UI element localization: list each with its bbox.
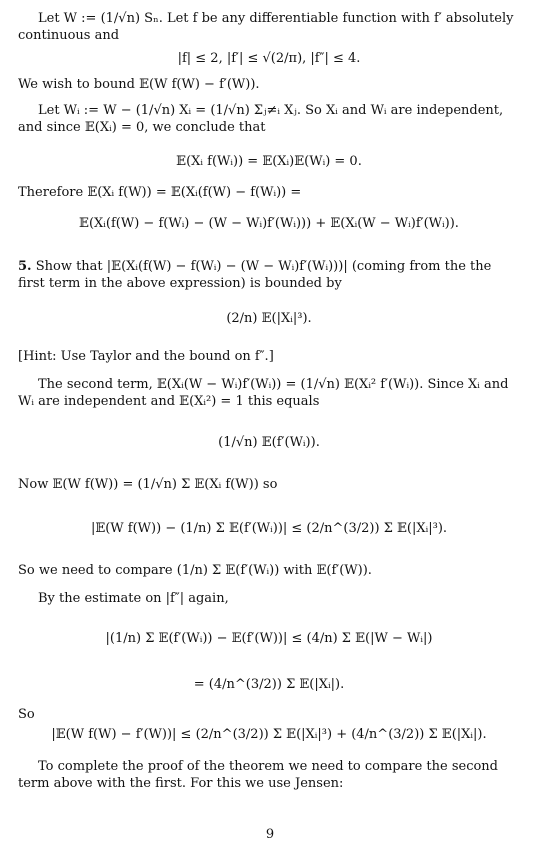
difference-inequality: |𝔼(W f(W)) − (1/n) Σ 𝔼(f′(Wᵢ))| ≤ (2/n^(3/2)) Σ 𝔼(|Xᵢ|³). bbox=[90, 521, 448, 536]
exercise-label: 5. bbox=[18, 259, 32, 274]
compare-paragraph: So we need to compare (1/n) Σ 𝔼(f′(Wᵢ)) with 𝔼(f′(W)). bbox=[18, 563, 372, 578]
now-paragraph: Now 𝔼(W f(W)) = (1/√n) Σ 𝔼(Xᵢ f(W)) so bbox=[18, 477, 278, 492]
page-number: 9 bbox=[265, 827, 275, 842]
conclusion-paragraph: To complete the proof of the theorem we need to compare the second term above with the first. For this we use Jensen: bbox=[18, 759, 498, 791]
goal-paragraph: We wish to bound 𝔼(W f(W) − f′(W)). bbox=[18, 77, 260, 92]
second-term-paragraph: The second term, 𝔼(Xᵢ(W − Wᵢ)f′(Wᵢ)) = (1/√n) 𝔼(Xᵢ² f′(Wᵢ)). Since Xᵢ and Wᵢ are independent and 𝔼(Xᵢ²) = 1 this equals bbox=[18, 377, 509, 409]
expansion-equation: 𝔼(Xᵢ(f(W) − f(Wᵢ) − (W − Wᵢ)f′(Wᵢ))) + 𝔼(Xᵢ(W − Wᵢ)f′(Wᵢ)). bbox=[79, 216, 459, 231]
bound-equation: (2/n) 𝔼(|Xᵢ|³). bbox=[226, 311, 312, 326]
independence-equation: 𝔼(Xᵢ f(Wᵢ)) = 𝔼(Xᵢ)𝔼(Wᵢ) = 0. bbox=[176, 154, 362, 169]
definition-paragraph: Let Wᵢ := W − (1/√n) Xᵢ = (1/√n) Σⱼ≠ᵢ Xⱼ. So Xᵢ and Wᵢ are independent, and since 𝔼(Xᵢ) = 0, we conclude that bbox=[18, 103, 504, 135]
estimate-inequality: |(1/n) Σ 𝔼(f′(Wᵢ)) − 𝔼(f′(W))| ≤ (4/n) Σ 𝔼(|W − Wᵢ|) bbox=[105, 631, 433, 646]
final-inequality: |𝔼(W f(W) − f′(W))| ≤ (2/n^(3/2)) Σ 𝔼(|Xᵢ|³) + (4/n^(3/2)) Σ 𝔼(|Xᵢ|). bbox=[51, 727, 487, 742]
bounds-equation: |f| ≤ 2, |f′| ≤ √(2/π), |f″| ≤ 4. bbox=[177, 51, 361, 66]
exercise-5-text: Show that |𝔼(Xᵢ(f(W) − f(Wᵢ) − (W − Wᵢ)f′(Wᵢ)))| (coming from the the first term in the above expression) is bounded by bbox=[18, 259, 492, 291]
estimate-paragraph: By the estimate on |f″| again, bbox=[38, 591, 229, 606]
so-paragraph: So bbox=[18, 707, 35, 722]
intro-paragraph: Let W := (1/√n) Sₙ. Let f be any differentiable function with f′ absolutely continuous and bbox=[18, 11, 514, 43]
therefore-paragraph: Therefore 𝔼(Xᵢ f(W)) = 𝔼(Xᵢ(f(W) − f(Wᵢ)) = bbox=[18, 185, 302, 200]
hint-paragraph: [Hint: Use Taylor and the bound on f″.] bbox=[18, 349, 274, 364]
equals-equation: (1/√n) 𝔼(f′(Wᵢ)). bbox=[218, 435, 320, 450]
exercise-5-paragraph bbox=[18, 258, 520, 292]
estimate-result-equation: = (4/n^(3/2)) Σ 𝔼(|Xᵢ|). bbox=[193, 677, 345, 692]
